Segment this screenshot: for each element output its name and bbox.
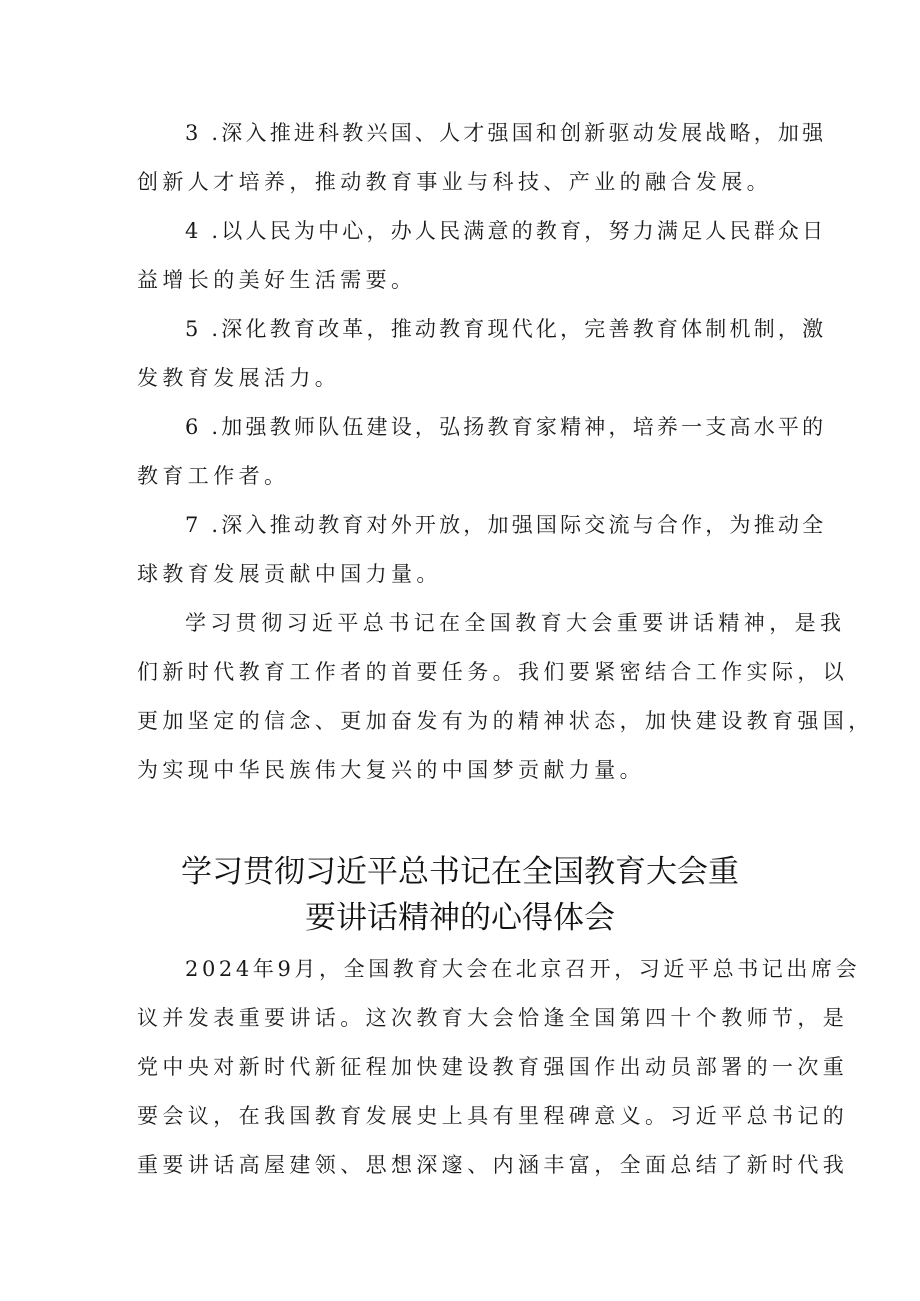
list-item-7-line-1: 7 .深入推动教育对外开放，加强国际交流与合作，为推动全 xyxy=(185,513,827,537)
intro-line-3: 党中央对新时代新征程加快建设教育强国作出动员部署的一次重 xyxy=(137,1055,849,1079)
conclusion-line-2: 们新时代教育工作者的首要任务。我们要紧密结合工作实际，以 xyxy=(137,660,849,684)
list-item-5-line-2: 发教育发展活力。 xyxy=(137,366,341,390)
conclusion-line-4: 为实现中华民族伟大复兴的中国梦贡献力量。 xyxy=(137,758,645,782)
list-item-3-line-1: 3 .深入推进科教兴国、人才强国和创新驱动发展战略，加强 xyxy=(185,121,827,145)
list-item-6-line-2: 教育工作者。 xyxy=(137,464,290,488)
list-item-4-line-2: 益增长的美好生活需要。 xyxy=(137,268,417,292)
intro-line-1: 2024年9月，全国教育大会在北京召开，习近平总书记出席会 xyxy=(185,957,861,981)
conclusion-line-1: 学习贯彻习近平总书记在全国教育大会重要讲话精神，是我 xyxy=(185,611,846,635)
conclusion-line-3: 更加坚定的信念、更加奋发有为的精神状态，加快建设教育强国， xyxy=(137,709,874,733)
list-item-7-line-2: 球教育发展贡献中国力量。 xyxy=(137,562,442,586)
intro-line-5: 重要讲话高屋建领、思想深邃、内涵丰富，全面总结了新时代我 xyxy=(137,1153,849,1177)
section-title-line-1: 学习贯彻习近平总书记在全国教育大会重 xyxy=(181,854,739,890)
list-item-4-line-1: 4 .以人民为中心，办人民满意的教育，努力满足人民群众日 xyxy=(185,219,827,243)
section-title-line-2: 要讲话精神的心得体会 xyxy=(305,900,615,936)
list-item-6-line-1: 6 .加强教师队伍建设，弘扬教育家精神，培养一支高水平的 xyxy=(185,415,827,439)
list-item-5-line-1: 5 .深化教育改革，推动教育现代化，完善教育体制机制，激 xyxy=(185,317,827,341)
list-item-3-line-2: 创新人才培养，推动教育事业与科技、产业的融合发展。 xyxy=(137,170,772,194)
intro-line-2: 议并发表重要讲话。这次教育大会恰逢全国第四十个教师节，是 xyxy=(137,1006,849,1030)
intro-line-4: 要会议，在我国教育发展史上具有里程碑意义。习近平总书记的 xyxy=(137,1104,849,1128)
